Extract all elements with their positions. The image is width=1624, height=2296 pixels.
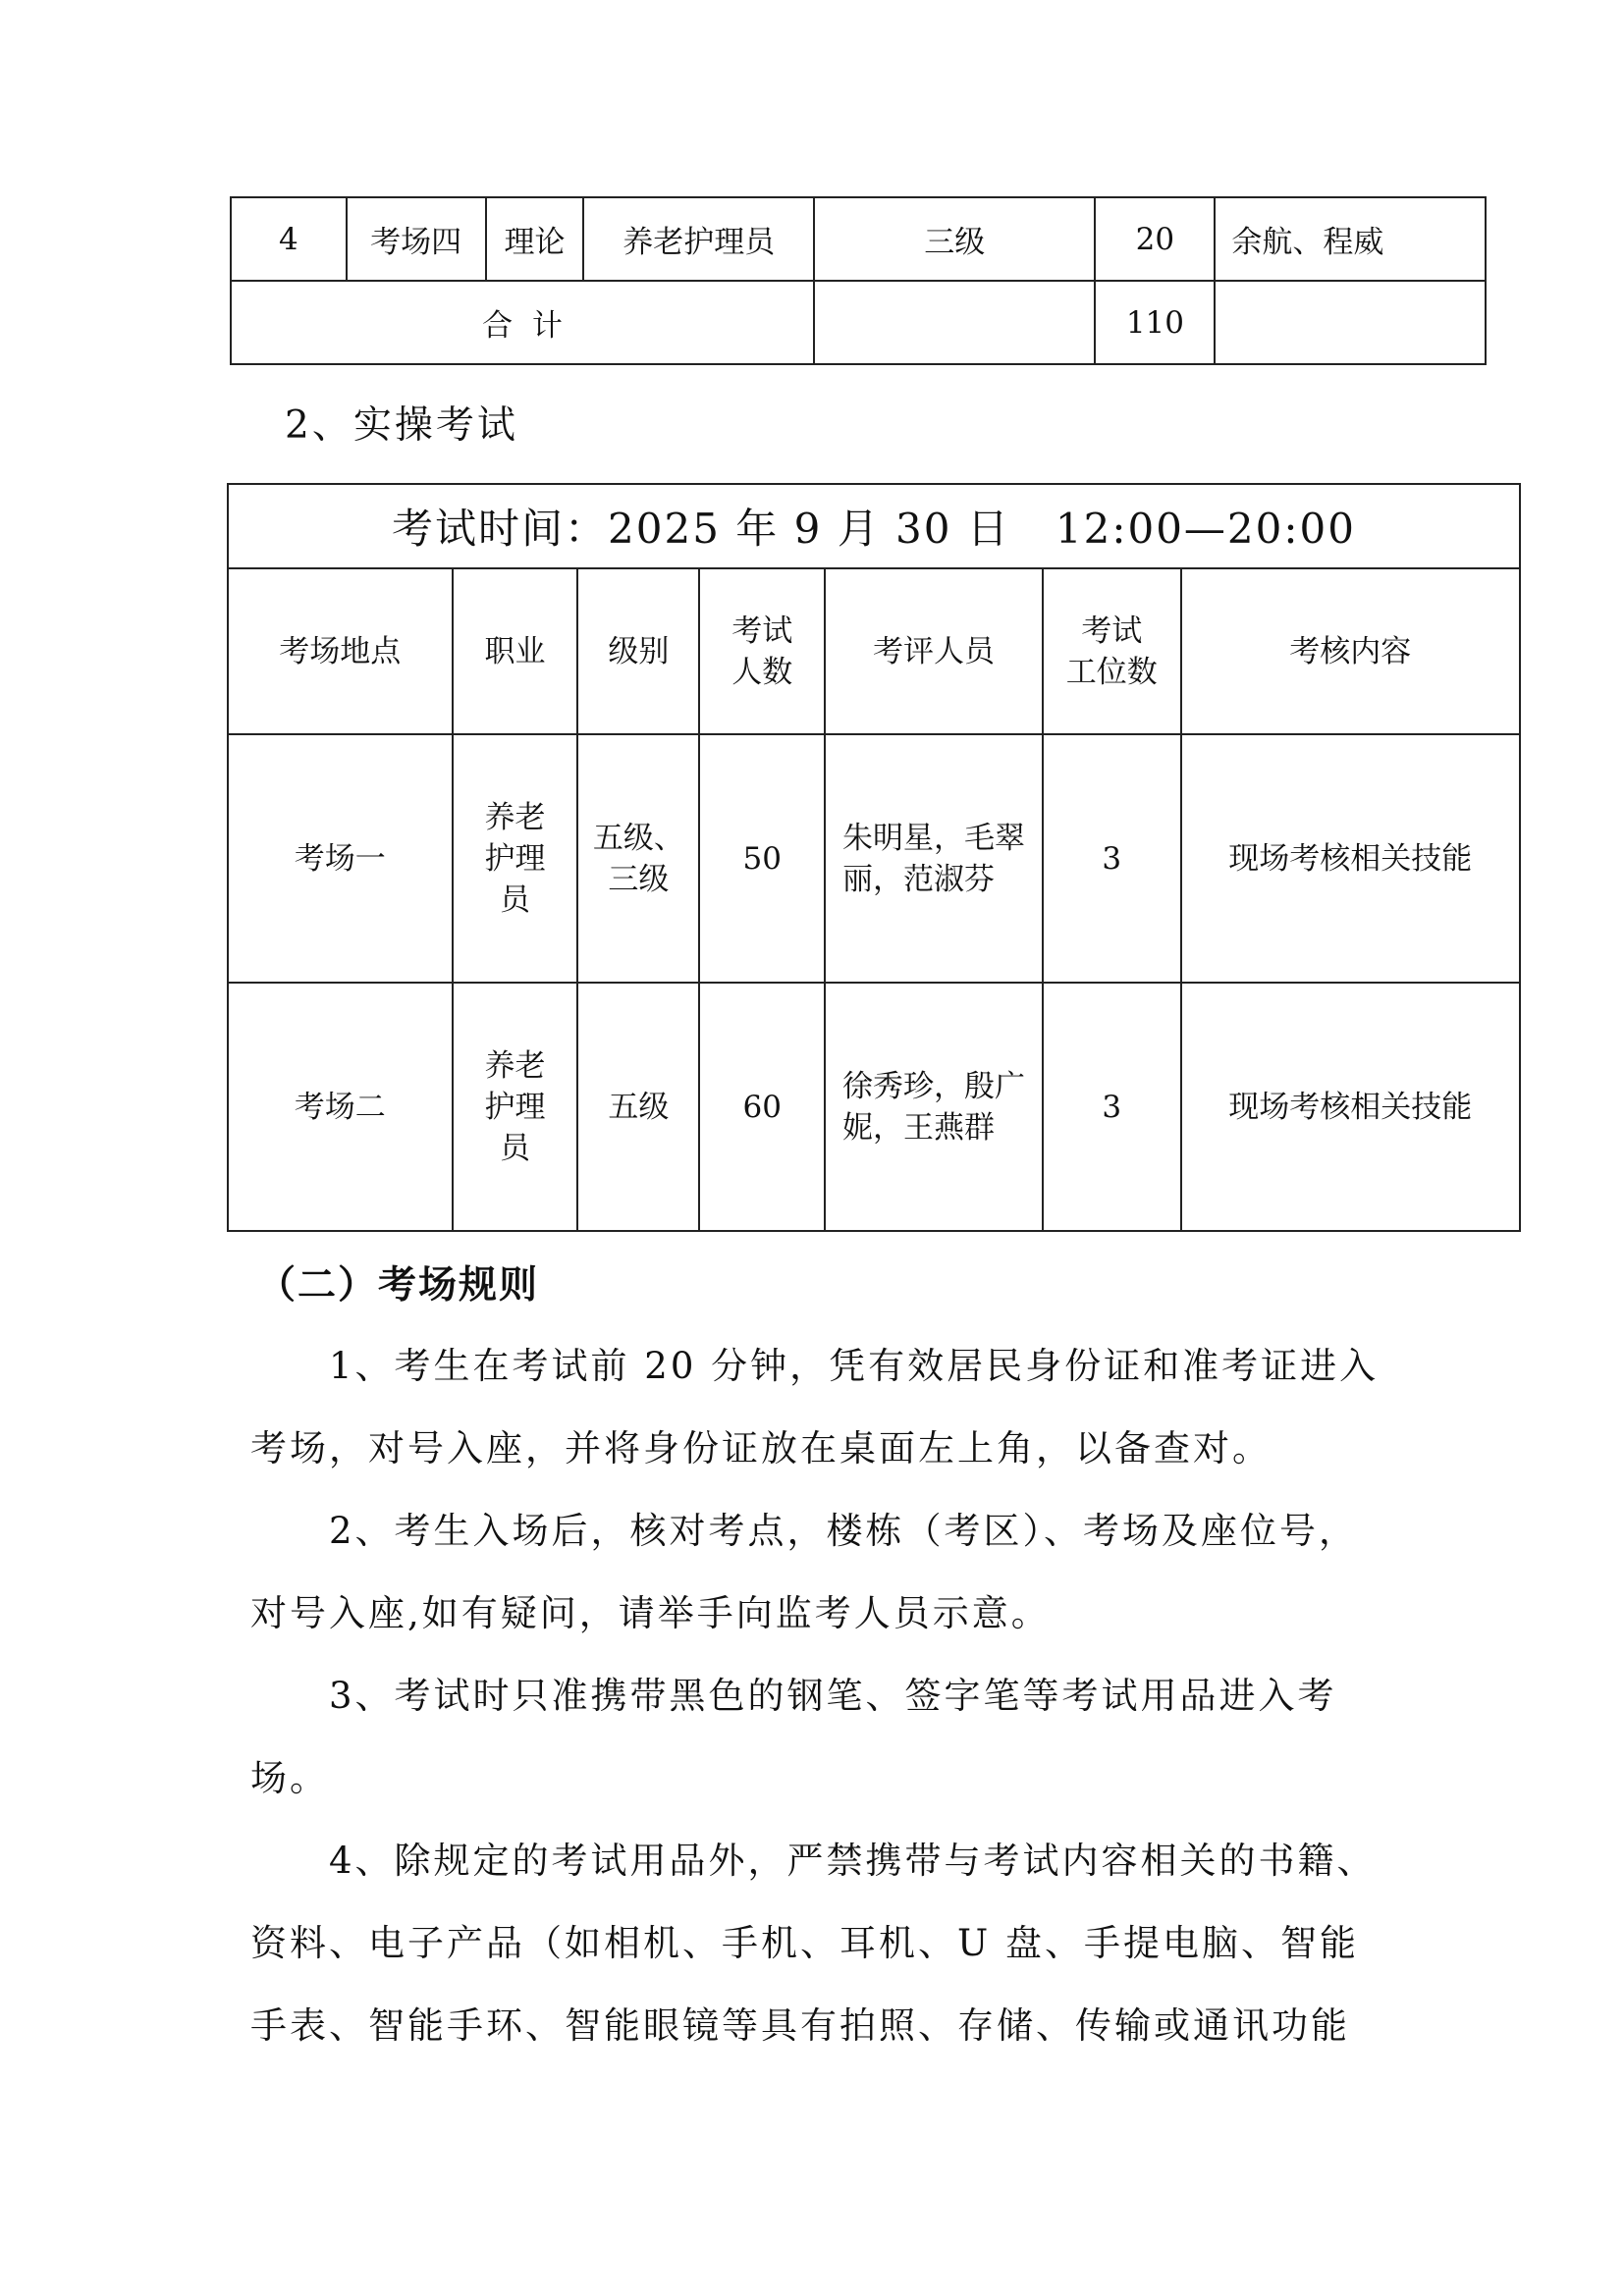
examiners-line: 丽，范淑芬 (841, 861, 995, 897)
level (577, 734, 699, 983)
header-content: 考核内容 (1181, 568, 1520, 734)
header-count-line2: 人数 (731, 654, 793, 690)
paragraph-line: 1、考生在考试前 20 分钟，凭有效居民身份证和准考证进入 (329, 1345, 1380, 1387)
rules-heading: （二）考场规则 (257, 1262, 540, 1308)
candidate-count: 50 (699, 734, 825, 983)
occupation: 养老护理员 (583, 197, 814, 281)
station-count: 3 (1043, 734, 1181, 983)
venue: 考场一 (228, 734, 453, 983)
header-row (228, 568, 1520, 734)
header-examiners: 考评人员 (825, 568, 1043, 734)
candidate-count: 20 (1095, 197, 1215, 281)
exam-venue: 考场四 (347, 197, 486, 281)
paragraph-line: 手表、智能手环、智能眼镜等具有拍照、存储、传输或通讯功能 (250, 2004, 1350, 2047)
occupation (453, 983, 578, 1231)
venue: 考场二 (228, 983, 453, 1231)
examiners-line: 朱明星，毛翠 (841, 820, 1025, 856)
table-row (231, 197, 1486, 281)
header-venue: 考场地点 (228, 568, 453, 734)
proctors: 余航、程威 (1215, 197, 1486, 281)
occupation-line: 养老 (484, 1047, 546, 1084)
examiners-line: 妮，王燕群 (841, 1109, 995, 1146)
paragraph-line: 考场，对号入座，并将身份证放在桌面左上角，以备查对。 (250, 1427, 1272, 1469)
paragraph-line: 对号入座,如有疑问，请举手向监考人员示意。 (250, 1592, 1051, 1634)
occupation-line: 员 (500, 1130, 531, 1166)
table-row-total (231, 281, 1486, 364)
occupation-line: 员 (500, 881, 531, 918)
paragraph-line: 2、考生入场后，核对考点，楼栋（考区）、考场及座位号， (329, 1510, 1359, 1552)
station-count: 3 (1043, 983, 1181, 1231)
occupation (453, 734, 578, 983)
level-line: 五级 (608, 1089, 670, 1125)
occupation-line: 养老 (484, 799, 546, 835)
examiners (825, 734, 1043, 983)
exam-time-header: 考试时间：2025 年 9 月 30 日 12:00—20:00 (228, 484, 1520, 568)
level (577, 983, 699, 1231)
practical-exam-table (227, 483, 1521, 1232)
occupation-line: 护理 (484, 840, 546, 877)
theory-exam-table (230, 196, 1487, 365)
total-level (814, 281, 1095, 364)
paragraph-line: 场。 (250, 1757, 329, 1799)
header-stations-line2: 工位数 (1065, 654, 1158, 690)
total-staff (1215, 281, 1486, 364)
exam-content: 现场考核相关技能 (1181, 983, 1520, 1231)
exam-content: 现场考核相关技能 (1181, 734, 1520, 983)
total-label: 合 计 (231, 281, 814, 364)
paragraph-line: 4、除规定的考试用品外，严禁携带与考试内容相关的书籍、 (329, 1840, 1377, 1882)
table-row (228, 734, 1520, 983)
total-count: 110 (1095, 281, 1215, 364)
header-count (699, 568, 825, 734)
level: 三级 (814, 197, 1095, 281)
exam-time-row (228, 484, 1520, 568)
header-stations-line1: 考试 (1081, 613, 1143, 649)
header-stations (1043, 568, 1181, 734)
rule-paragraph (250, 1655, 1389, 1820)
paragraph-line: 3、考试时只准携带黑色的钢笔、签字笔等考试用品进入考 (329, 1675, 1337, 1717)
level-line: 五级、 (592, 820, 684, 856)
examiners-line: 徐秀珍，殷广 (841, 1068, 1025, 1104)
examiners (825, 983, 1043, 1231)
header-count-line1: 考试 (731, 613, 793, 649)
paragraph-line: 资料、电子产品（如相机、手机、耳机、U 盘、手提电脑、智能 (250, 1922, 1359, 1964)
section-title: 2、实操考试 (285, 403, 518, 448)
row-number: 4 (231, 197, 347, 281)
level-line: 三级 (608, 861, 670, 897)
rule-paragraph (250, 1325, 1389, 1490)
exam-type: 理论 (486, 197, 584, 281)
occupation-line: 护理 (484, 1089, 546, 1125)
candidate-count: 60 (699, 983, 825, 1231)
table-row (228, 983, 1520, 1231)
rule-paragraph (250, 1490, 1389, 1655)
header-job: 职业 (453, 568, 578, 734)
rule-paragraph (250, 1820, 1389, 2067)
header-level: 级别 (577, 568, 699, 734)
